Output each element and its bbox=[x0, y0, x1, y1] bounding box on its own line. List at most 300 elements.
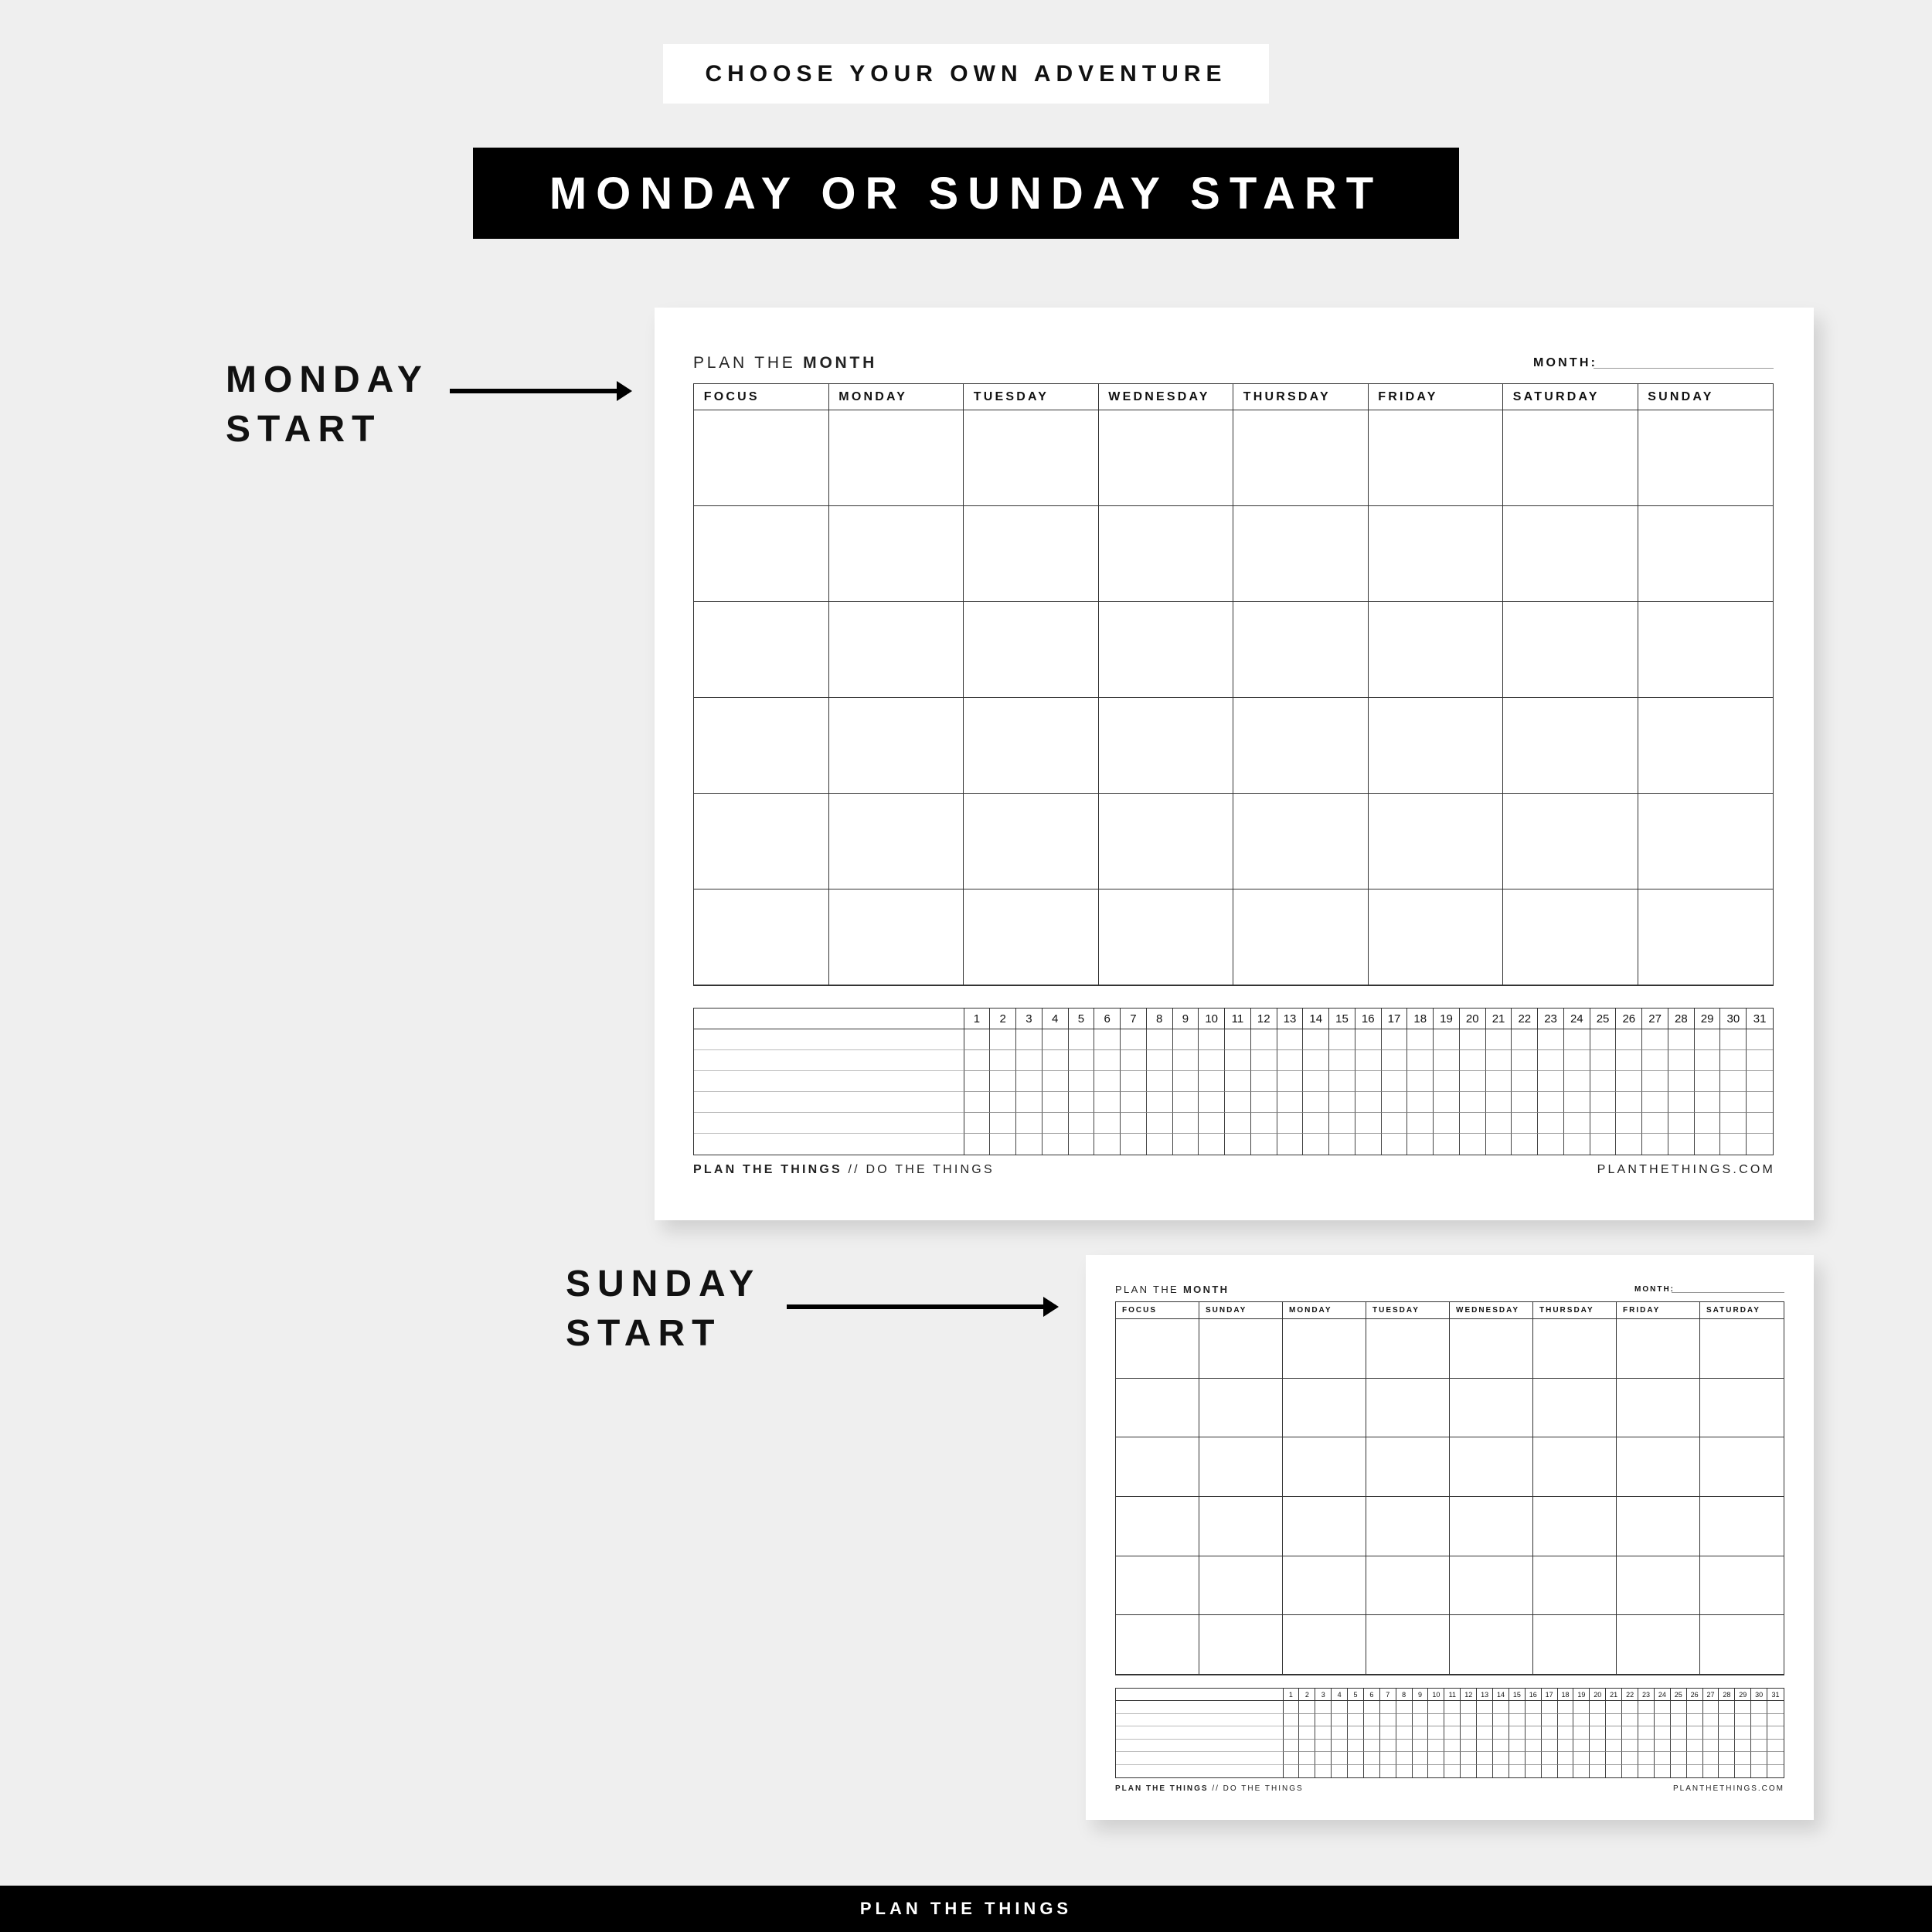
sunday-start-label: SUNDAY START bbox=[566, 1264, 761, 1354]
tracker-checkbox bbox=[1477, 1714, 1493, 1726]
day-cell bbox=[1533, 1379, 1617, 1438]
column-header-thursday: THURSDAY bbox=[1533, 1302, 1617, 1319]
day-cell bbox=[1503, 410, 1638, 506]
tracker-checkbox bbox=[1173, 1134, 1199, 1155]
tracker-checkbox bbox=[1251, 1029, 1277, 1050]
tracker-checkbox bbox=[1703, 1740, 1719, 1752]
tracker-checkbox bbox=[1493, 1765, 1509, 1777]
tracker-checkbox bbox=[1348, 1714, 1364, 1726]
day-cell bbox=[1366, 1379, 1450, 1438]
tracker-checkbox bbox=[1747, 1050, 1773, 1071]
tracker-checkbox bbox=[1590, 1714, 1606, 1726]
tracker-checkbox bbox=[1558, 1765, 1574, 1777]
tracker-checkbox bbox=[1719, 1714, 1735, 1726]
tracker-checkbox bbox=[1434, 1071, 1460, 1092]
tracker-day-number: 20 bbox=[1590, 1689, 1606, 1701]
tracker-checkbox bbox=[1655, 1765, 1671, 1777]
tracker-checkbox bbox=[1687, 1740, 1703, 1752]
day-cell bbox=[1617, 1556, 1700, 1616]
day-cell bbox=[1533, 1556, 1617, 1616]
tracker-checkbox bbox=[1512, 1134, 1538, 1155]
tracker-checkbox bbox=[1720, 1050, 1747, 1071]
tracker-day-number: 26 bbox=[1616, 1009, 1642, 1029]
tracker-checkbox bbox=[1329, 1092, 1355, 1113]
tracker-checkbox bbox=[1638, 1726, 1655, 1739]
tracker-checkbox bbox=[1364, 1740, 1380, 1752]
tracker-checkbox bbox=[1590, 1740, 1606, 1752]
tracker-checkbox bbox=[1277, 1134, 1304, 1155]
tracker-checkbox bbox=[1720, 1071, 1747, 1092]
tracker-checkbox bbox=[1284, 1740, 1300, 1752]
tracker-checkbox bbox=[1538, 1134, 1564, 1155]
column-header-sunday: SUNDAY bbox=[1638, 384, 1774, 410]
day-cell bbox=[1369, 889, 1504, 985]
tracker-checkbox bbox=[1147, 1029, 1173, 1050]
day-cell bbox=[1233, 410, 1369, 506]
footer-bar: PLAN THE THINGS bbox=[0, 1886, 1932, 1932]
tracker-checkbox bbox=[1199, 1134, 1225, 1155]
tracker-checkbox bbox=[1564, 1050, 1590, 1071]
tracker-checkbox bbox=[1355, 1092, 1382, 1113]
day-cell bbox=[1369, 410, 1504, 506]
tracker-checkbox bbox=[1767, 1740, 1784, 1752]
day-cell bbox=[964, 889, 1099, 985]
tracker-day-number: 30 bbox=[1720, 1009, 1747, 1029]
tracker-checkbox bbox=[1735, 1740, 1751, 1752]
tracker-checkbox bbox=[1573, 1726, 1590, 1739]
tracker-checkbox bbox=[1622, 1701, 1638, 1713]
tracker-checkbox bbox=[1687, 1701, 1703, 1713]
tracker-day-number: 22 bbox=[1512, 1009, 1538, 1029]
tracker-checkbox bbox=[1225, 1092, 1251, 1113]
tracker-day-number: 24 bbox=[1655, 1689, 1671, 1701]
tracker-day-number: 21 bbox=[1606, 1689, 1622, 1701]
tracker-checkbox bbox=[1735, 1765, 1751, 1777]
tracker-checkbox bbox=[1564, 1029, 1590, 1050]
day-cell bbox=[1617, 1319, 1700, 1379]
tracker-day-number: 30 bbox=[1751, 1689, 1767, 1701]
tracker-checkbox bbox=[1655, 1726, 1671, 1739]
tracker-habit-line bbox=[694, 1134, 964, 1155]
tracker-checkbox bbox=[1460, 1050, 1486, 1071]
tracker-checkbox bbox=[1407, 1092, 1434, 1113]
tracker-checkbox bbox=[1199, 1113, 1225, 1134]
day-cell bbox=[1638, 794, 1774, 889]
tracker-checkbox bbox=[1434, 1113, 1460, 1134]
column-header-sunday: SUNDAY bbox=[1199, 1302, 1283, 1319]
tracker-checkbox bbox=[1703, 1752, 1719, 1764]
sheet-url: PLANTHETHINGS.COM bbox=[1597, 1163, 1775, 1176]
tracker-checkbox bbox=[1043, 1134, 1069, 1155]
tracker-checkbox bbox=[1329, 1071, 1355, 1092]
tracker-checkbox bbox=[1671, 1726, 1687, 1739]
day-cell bbox=[1617, 1615, 1700, 1675]
day-cell bbox=[1283, 1556, 1366, 1616]
tracker-checkbox bbox=[1747, 1092, 1773, 1113]
day-cell bbox=[964, 698, 1099, 794]
tracker-checkbox bbox=[1526, 1752, 1542, 1764]
tracker-checkbox bbox=[1461, 1726, 1477, 1739]
day-cell bbox=[1283, 1497, 1366, 1556]
tracker-checkbox bbox=[1043, 1029, 1069, 1050]
tracker-checkbox bbox=[990, 1092, 1016, 1113]
tracker-checkbox bbox=[1444, 1752, 1461, 1764]
tracker-day-number: 19 bbox=[1573, 1689, 1590, 1701]
tracker-day-number: 14 bbox=[1303, 1009, 1329, 1029]
day-cell bbox=[1450, 1319, 1533, 1379]
tracker-checkbox bbox=[1642, 1113, 1668, 1134]
tracker-checkbox bbox=[1477, 1765, 1493, 1777]
focus-cell bbox=[1116, 1319, 1199, 1379]
column-header-wednesday: WEDNESDAY bbox=[1099, 384, 1234, 410]
tracker-checkbox bbox=[1642, 1134, 1668, 1155]
tracker-checkbox bbox=[1606, 1752, 1622, 1764]
tracker-checkbox bbox=[1173, 1092, 1199, 1113]
focus-cell bbox=[1116, 1437, 1199, 1497]
tracker-day-number: 28 bbox=[1668, 1009, 1695, 1029]
tracker-checkbox bbox=[1277, 1071, 1304, 1092]
focus-cell bbox=[694, 698, 829, 794]
tracker-checkbox bbox=[1526, 1765, 1542, 1777]
tracker-checkbox bbox=[1121, 1113, 1147, 1134]
tracker-habit-line bbox=[1116, 1701, 1284, 1713]
tracker-checkbox bbox=[1606, 1726, 1622, 1739]
tracker-checkbox bbox=[1590, 1726, 1606, 1739]
tracker-day-number: 8 bbox=[1396, 1689, 1413, 1701]
day-cell bbox=[1366, 1615, 1450, 1675]
tracker-day-number: 29 bbox=[1735, 1689, 1751, 1701]
tracker-checkbox bbox=[1094, 1092, 1121, 1113]
tracker-habit-line bbox=[1116, 1740, 1284, 1752]
tracker-day-number: 10 bbox=[1428, 1689, 1444, 1701]
tracker-checkbox bbox=[1695, 1071, 1721, 1092]
tracker-checkbox bbox=[1477, 1726, 1493, 1739]
tracker-checkbox bbox=[1486, 1029, 1512, 1050]
day-cell bbox=[1617, 1497, 1700, 1556]
tracker-checkbox bbox=[1428, 1740, 1444, 1752]
tracker-checkbox bbox=[1735, 1714, 1751, 1726]
tracker-checkbox bbox=[1573, 1740, 1590, 1752]
day-cell bbox=[829, 410, 964, 506]
tracker-checkbox bbox=[1655, 1714, 1671, 1726]
tracker-day-number: 13 bbox=[1477, 1689, 1493, 1701]
tracker-checkbox bbox=[1512, 1050, 1538, 1071]
tracker-checkbox bbox=[1396, 1701, 1413, 1713]
day-cell bbox=[1617, 1437, 1700, 1497]
tracker-checkbox bbox=[1493, 1740, 1509, 1752]
day-cell bbox=[1450, 1437, 1533, 1497]
tracker-checkbox bbox=[1564, 1071, 1590, 1092]
sunday-start-planner bbox=[1086, 1255, 1814, 1820]
tracker-checkbox bbox=[1486, 1050, 1512, 1071]
tracker-checkbox bbox=[1460, 1113, 1486, 1134]
tracker-checkbox bbox=[1616, 1029, 1642, 1050]
tracker-checkbox bbox=[1382, 1092, 1408, 1113]
sheet-url: PLANTHETHINGS.COM bbox=[1672, 1784, 1784, 1793]
tracker-checkbox bbox=[1444, 1726, 1461, 1739]
tracker-checkbox bbox=[1364, 1714, 1380, 1726]
tracker-checkbox bbox=[1616, 1050, 1642, 1071]
tracker-checkbox bbox=[1315, 1740, 1332, 1752]
day-cell bbox=[1366, 1497, 1450, 1556]
day-cell bbox=[1369, 602, 1504, 698]
tracker-checkbox bbox=[1564, 1113, 1590, 1134]
day-cell bbox=[829, 602, 964, 698]
tracker-checkbox bbox=[1558, 1714, 1574, 1726]
tracker-checkbox bbox=[1277, 1029, 1304, 1050]
tracker-checkbox bbox=[1016, 1113, 1043, 1134]
tracker-checkbox bbox=[1720, 1092, 1747, 1113]
tracker-checkbox bbox=[1655, 1740, 1671, 1752]
tracker-checkbox bbox=[1413, 1765, 1429, 1777]
tracker-day-number: 11 bbox=[1225, 1009, 1251, 1029]
tracker-checkbox bbox=[990, 1113, 1016, 1134]
tracker-checkbox bbox=[1542, 1726, 1558, 1739]
day-cell bbox=[1366, 1437, 1450, 1497]
tracker-checkbox bbox=[1526, 1726, 1542, 1739]
tracker-checkbox bbox=[1355, 1050, 1382, 1071]
tracker-checkbox bbox=[1199, 1092, 1225, 1113]
day-cell bbox=[1533, 1497, 1617, 1556]
tracker-checkbox bbox=[1225, 1050, 1251, 1071]
tracker-checkbox bbox=[1413, 1701, 1429, 1713]
tracker-checkbox bbox=[1428, 1714, 1444, 1726]
tracker-checkbox bbox=[1199, 1071, 1225, 1092]
tracker-checkbox bbox=[1616, 1113, 1642, 1134]
tracker-day-number: 5 bbox=[1069, 1009, 1095, 1029]
tracker-habit-line bbox=[694, 1071, 964, 1092]
focus-cell bbox=[694, 794, 829, 889]
tracker-day-number: 9 bbox=[1173, 1009, 1199, 1029]
tracker-checkbox bbox=[1277, 1092, 1304, 1113]
tracker-day-number: 27 bbox=[1703, 1689, 1719, 1701]
tracker-checkbox bbox=[1284, 1752, 1300, 1764]
tracker-checkbox bbox=[1396, 1752, 1413, 1764]
day-cell bbox=[1450, 1379, 1533, 1438]
tracker-checkbox bbox=[1542, 1765, 1558, 1777]
focus-cell bbox=[694, 410, 829, 506]
tracker-checkbox bbox=[1199, 1029, 1225, 1050]
tracker-checkbox bbox=[1277, 1113, 1304, 1134]
tracker-checkbox bbox=[1526, 1740, 1542, 1752]
tracker-checkbox bbox=[1590, 1071, 1617, 1092]
day-cell bbox=[829, 794, 964, 889]
tracker-checkbox bbox=[1069, 1050, 1095, 1071]
tracker-checkbox bbox=[1016, 1050, 1043, 1071]
tracker-checkbox bbox=[1315, 1714, 1332, 1726]
tracker-day-number: 25 bbox=[1590, 1009, 1617, 1029]
tracker-checkbox bbox=[1315, 1765, 1332, 1777]
tracker-checkbox bbox=[1642, 1050, 1668, 1071]
tracker-checkbox bbox=[1299, 1765, 1315, 1777]
tracker-day-number: 7 bbox=[1380, 1689, 1396, 1701]
column-header-monday: MONDAY bbox=[1283, 1302, 1366, 1319]
tracker-checkbox bbox=[1147, 1092, 1173, 1113]
tracker-day-number: 12 bbox=[1461, 1689, 1477, 1701]
tracker-checkbox bbox=[1642, 1092, 1668, 1113]
tracker-checkbox bbox=[1434, 1092, 1460, 1113]
column-header-thursday: THURSDAY bbox=[1233, 384, 1369, 410]
tracker-checkbox bbox=[1477, 1752, 1493, 1764]
day-cell bbox=[1199, 1379, 1283, 1438]
day-cell bbox=[1099, 794, 1234, 889]
tracker-checkbox bbox=[1767, 1726, 1784, 1739]
tracker-checkbox bbox=[1767, 1752, 1784, 1764]
monday-arrow-icon bbox=[450, 389, 629, 393]
tracker-checkbox bbox=[1590, 1113, 1617, 1134]
tracker-checkbox bbox=[1428, 1752, 1444, 1764]
tracker-day-number: 16 bbox=[1355, 1009, 1382, 1029]
tracker-checkbox bbox=[1329, 1134, 1355, 1155]
tracker-checkbox bbox=[1477, 1701, 1493, 1713]
tracker-checkbox bbox=[1719, 1765, 1735, 1777]
tracker-checkbox bbox=[1590, 1752, 1606, 1764]
tracker-day-number: 21 bbox=[1486, 1009, 1512, 1029]
tracker-checkbox bbox=[964, 1029, 991, 1050]
tracker-checkbox bbox=[1225, 1113, 1251, 1134]
tracker-checkbox bbox=[1695, 1134, 1721, 1155]
tracker-checkbox bbox=[1655, 1752, 1671, 1764]
tracker-checkbox bbox=[1315, 1752, 1332, 1764]
tracker-checkbox bbox=[1751, 1726, 1767, 1739]
tracker-checkbox bbox=[1329, 1113, 1355, 1134]
column-header-tuesday: TUESDAY bbox=[964, 384, 1099, 410]
tracker-checkbox bbox=[1434, 1029, 1460, 1050]
tracker-checkbox bbox=[1069, 1134, 1095, 1155]
tracker-checkbox bbox=[1332, 1740, 1348, 1752]
tracker-checkbox bbox=[1396, 1714, 1413, 1726]
tracker-checkbox bbox=[1638, 1752, 1655, 1764]
day-cell bbox=[964, 602, 1099, 698]
tracker-checkbox bbox=[1413, 1740, 1429, 1752]
tracker-checkbox bbox=[1558, 1740, 1574, 1752]
tracker-checkbox bbox=[1413, 1714, 1429, 1726]
tracker-checkbox bbox=[964, 1050, 991, 1071]
tracker-checkbox bbox=[1444, 1740, 1461, 1752]
day-cell bbox=[1503, 506, 1638, 602]
tracker-checkbox bbox=[1428, 1765, 1444, 1777]
tracker-day-number: 4 bbox=[1043, 1009, 1069, 1029]
day-cell bbox=[1099, 889, 1234, 985]
tracker-day-number: 6 bbox=[1094, 1009, 1121, 1029]
sheet-title: PLAN THE MONTH bbox=[693, 354, 878, 372]
day-cell bbox=[1533, 1437, 1617, 1497]
tracker-checkbox bbox=[1043, 1071, 1069, 1092]
tracker-checkbox bbox=[1687, 1765, 1703, 1777]
tracker-checkbox bbox=[1396, 1740, 1413, 1752]
tracker-day-number: 31 bbox=[1747, 1009, 1773, 1029]
tracker-checkbox bbox=[1616, 1134, 1642, 1155]
tracker-day-number: 15 bbox=[1329, 1009, 1355, 1029]
tracker-checkbox bbox=[1251, 1092, 1277, 1113]
tracker-checkbox bbox=[1564, 1134, 1590, 1155]
tracker-checkbox bbox=[1668, 1029, 1695, 1050]
tracker-checkbox bbox=[1299, 1726, 1315, 1739]
tracker-checkbox bbox=[1751, 1765, 1767, 1777]
tracker-day-number: 31 bbox=[1767, 1689, 1784, 1701]
day-cell bbox=[1099, 698, 1234, 794]
day-cell bbox=[964, 506, 1099, 602]
tracker-checkbox bbox=[1460, 1092, 1486, 1113]
tracker-checkbox bbox=[990, 1134, 1016, 1155]
tracker-checkbox bbox=[1299, 1752, 1315, 1764]
focus-cell bbox=[694, 506, 829, 602]
day-cell bbox=[1638, 410, 1774, 506]
focus-cell bbox=[1116, 1379, 1199, 1438]
tracker-checkbox bbox=[1380, 1726, 1396, 1739]
day-cell bbox=[1199, 1615, 1283, 1675]
tracker-checkbox bbox=[1695, 1050, 1721, 1071]
tracker-checkbox bbox=[1538, 1029, 1564, 1050]
tracker-checkbox bbox=[1299, 1714, 1315, 1726]
day-cell bbox=[1700, 1497, 1784, 1556]
tracker-checkbox bbox=[1332, 1765, 1348, 1777]
tracker-checkbox bbox=[1284, 1765, 1300, 1777]
tracker-checkbox bbox=[1538, 1071, 1564, 1092]
tracker-checkbox bbox=[1043, 1113, 1069, 1134]
column-header-wednesday: WEDNESDAY bbox=[1450, 1302, 1533, 1319]
tracker-checkbox bbox=[1687, 1726, 1703, 1739]
tracker-checkbox bbox=[1751, 1714, 1767, 1726]
tracker-checkbox bbox=[1558, 1701, 1574, 1713]
tracker-habit-line bbox=[694, 1092, 964, 1113]
tracker-checkbox bbox=[1444, 1701, 1461, 1713]
tracker-checkbox bbox=[1719, 1740, 1735, 1752]
tracker-checkbox bbox=[1380, 1714, 1396, 1726]
day-cell bbox=[829, 506, 964, 602]
tracker-checkbox bbox=[1538, 1092, 1564, 1113]
tracker-checkbox bbox=[1695, 1092, 1721, 1113]
tracker-checkbox bbox=[1573, 1752, 1590, 1764]
day-cell bbox=[1366, 1556, 1450, 1616]
tracker-checkbox bbox=[1380, 1752, 1396, 1764]
tracker-habit-line bbox=[1116, 1752, 1284, 1764]
day-cell bbox=[1638, 506, 1774, 602]
tracker-checkbox bbox=[1509, 1726, 1526, 1739]
tracker-checkbox bbox=[1199, 1050, 1225, 1071]
tracker-checkbox bbox=[1355, 1134, 1382, 1155]
tracker-checkbox bbox=[1558, 1752, 1574, 1764]
tracker-checkbox bbox=[990, 1071, 1016, 1092]
sheet-footer: PLAN THE THINGS // DO THE THINGS bbox=[693, 1163, 995, 1176]
tracker-checkbox bbox=[1364, 1752, 1380, 1764]
focus-cell bbox=[1116, 1497, 1199, 1556]
tracker-checkbox bbox=[1303, 1113, 1329, 1134]
tracker-checkbox bbox=[1751, 1740, 1767, 1752]
focus-cell bbox=[694, 889, 829, 985]
column-header-friday: FRIDAY bbox=[1617, 1302, 1700, 1319]
tracker-habit-line bbox=[694, 1113, 964, 1134]
day-cell bbox=[829, 889, 964, 985]
day-cell bbox=[1638, 889, 1774, 985]
tracker-checkbox bbox=[1735, 1701, 1751, 1713]
tracker-checkbox bbox=[1590, 1701, 1606, 1713]
column-header-saturday: SATURDAY bbox=[1503, 384, 1638, 410]
day-cell bbox=[1503, 602, 1638, 698]
calendar-grid bbox=[693, 383, 1774, 986]
tracker-checkbox bbox=[1668, 1134, 1695, 1155]
tracker-checkbox bbox=[1616, 1071, 1642, 1092]
tracker-checkbox bbox=[1303, 1029, 1329, 1050]
tracker-checkbox bbox=[964, 1092, 991, 1113]
tracker-checkbox bbox=[1407, 1134, 1434, 1155]
tracker-checkbox bbox=[1147, 1050, 1173, 1071]
tracker-day-number: 28 bbox=[1719, 1689, 1735, 1701]
focus-cell bbox=[1116, 1556, 1199, 1616]
tracker-checkbox bbox=[1380, 1701, 1396, 1713]
tracker-day-number: 2 bbox=[990, 1009, 1016, 1029]
tracker-checkbox bbox=[1251, 1050, 1277, 1071]
